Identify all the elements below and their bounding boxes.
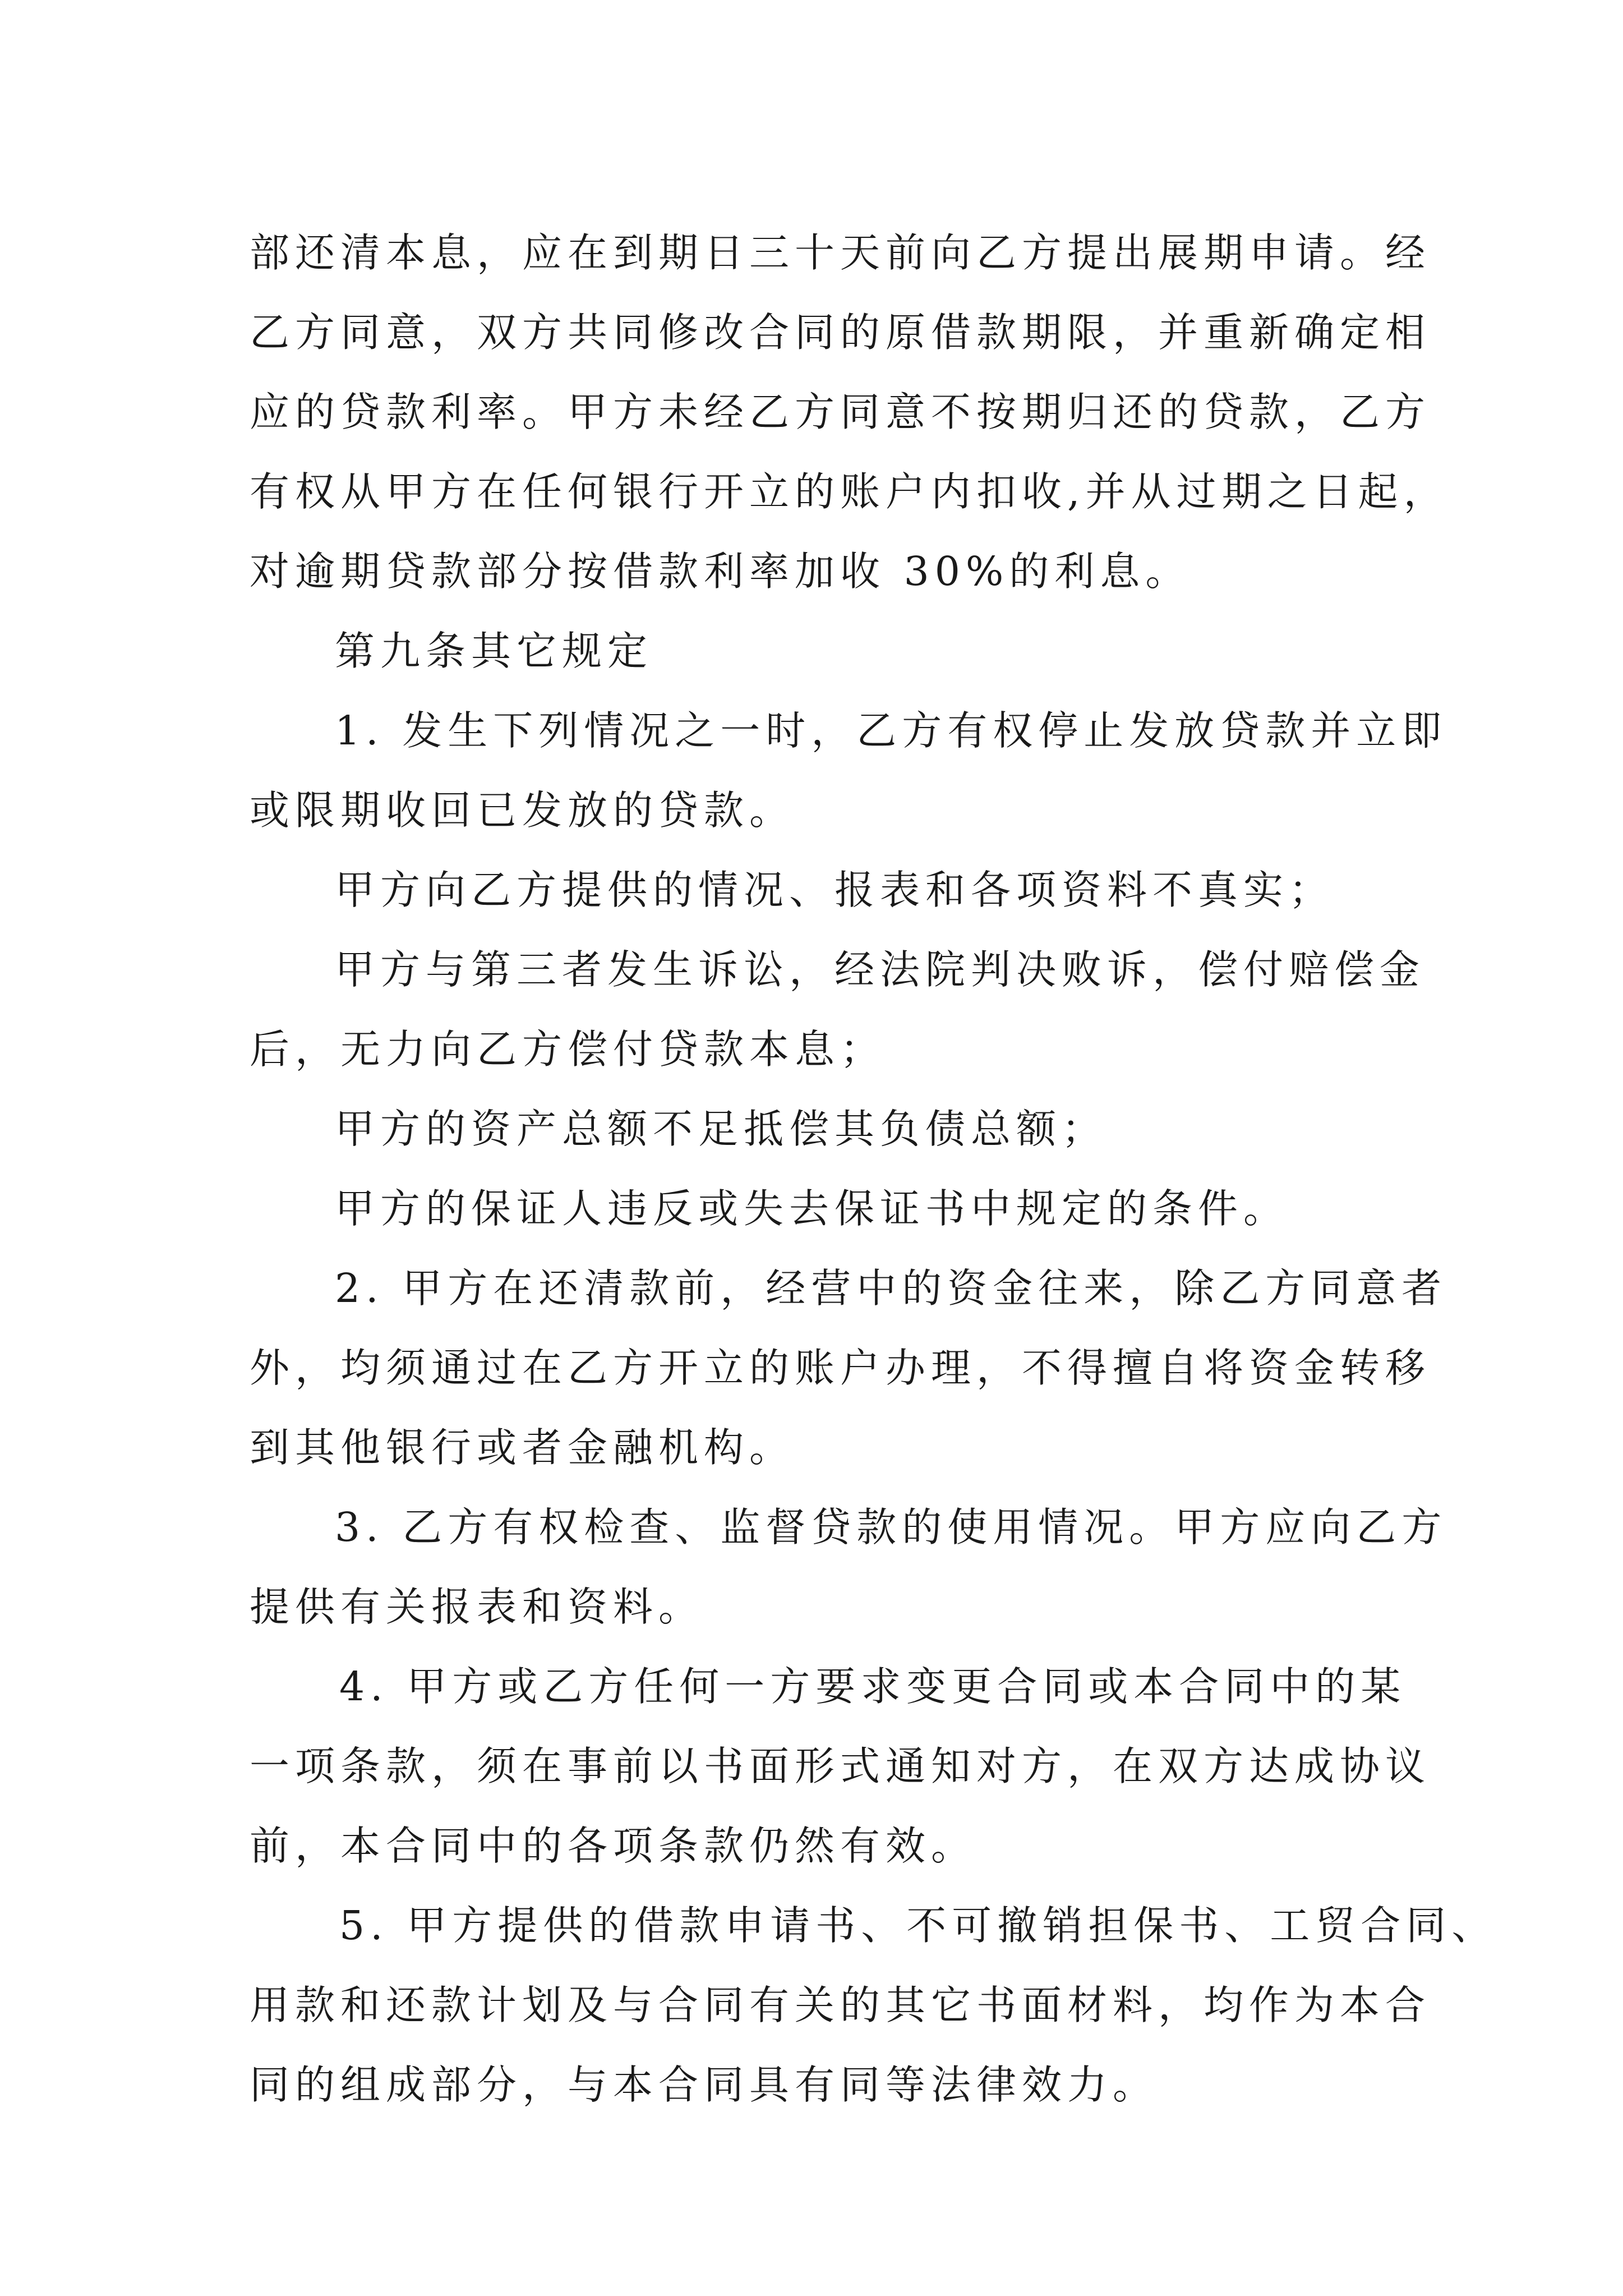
clause-item: 甲方的保证人违反或失去保证书中规定的条件。 xyxy=(335,1185,1289,1232)
clause-line: 5. 甲方提供的借款申请书、不可撤销担保书、工贸合同、 xyxy=(339,1902,1497,1949)
clause-line: 外，均须通过在乙方开立的账户办理，不得擅自将资金转移 xyxy=(250,1345,1431,1391)
clause-line: 1. 发生下列情况之一时，乙方有权停止发放贷款并立即 xyxy=(335,707,1447,754)
article-heading: 第九条其它规定 xyxy=(335,628,653,674)
clause-item: 后，无力向乙方偿付贷款本息； xyxy=(250,1026,886,1073)
clause-line: 用款和还款计划及与合同有关的其它书面材料，均作为本合 xyxy=(250,1982,1431,2028)
clause-line: 提供有关报表和资料。 xyxy=(250,1584,704,1630)
clause-line: 前，本合同中的各项条款仍然有效。 xyxy=(250,1823,977,1869)
paragraph-line: 乙方同意，双方共同修改合同的原借款期限，并重新确定相 xyxy=(250,309,1431,356)
clause-line: 4. 甲方或乙方任何一方要求变更合同或本合同中的某 xyxy=(339,1663,1407,1710)
paragraph-line: 部还清本息，应在到期日三十天前向乙方提出展期申请。经 xyxy=(250,229,1431,276)
clause-line: 2. 甲方在还清款前，经营中的资金往来，除乙方同意者 xyxy=(335,1265,1447,1312)
paragraph-line: 应的贷款利率。甲方未经乙方同意不按期归还的贷款，乙方 xyxy=(250,389,1431,435)
clause-line: 同的组成部分，与本合同具有同等法律效力。 xyxy=(250,2062,1159,2108)
clause-item: 甲方与第三者发生诉讼，经法院判决败诉，偿付赔偿金 xyxy=(335,946,1426,993)
clause-line: 或限期收回已发放的贷款。 xyxy=(250,787,795,834)
document-body xyxy=(250,213,1497,2125)
paragraph-line: 对逾期贷款部分按借款利率加收 30%的利息。 xyxy=(250,548,1191,595)
clause-item: 甲方向乙方提供的情况、报表和各项资料不真实； xyxy=(335,867,1335,913)
clause-line: 到其他银行或者金融机构。 xyxy=(250,1424,795,1471)
clause-line: 一项条款，须在事前以书面形式通知对方，在双方达成协议 xyxy=(250,1743,1431,1789)
clause-item: 甲方的资产总额不足抵偿其负债总额； xyxy=(335,1106,1108,1152)
paragraph-line: 有权从甲方在任何银行开立的账户内扣收,并从过期之日起， xyxy=(250,468,1449,515)
clause-line: 3. 乙方有权检查、监督贷款的使用情况。甲方应向乙方 xyxy=(335,1504,1447,1550)
